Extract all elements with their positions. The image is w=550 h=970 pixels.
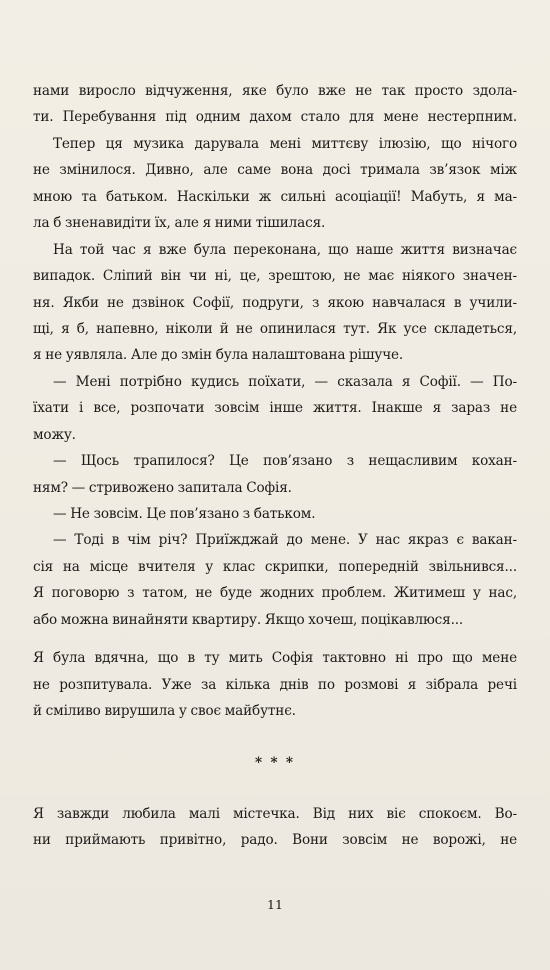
text-line: ни приймають привітно, радо. Вони зовсім не ворожі, не xyxy=(33,831,517,848)
page-number: 11 xyxy=(267,897,283,912)
text-line: Я була вдячна, що в ту мить Софія тактовно ні про що мене xyxy=(33,650,517,667)
text-line: ня. Якби не дзвінок Софії, подруги, з якою навчалася в учили- xyxy=(33,294,517,311)
text-line: ла б зненавидіти їх, але я ними тішилася. xyxy=(33,215,326,232)
text-line: — Щось трапилося? Це пов’язано з нещасливим кохан- xyxy=(53,453,517,470)
text-line: можу. xyxy=(33,426,76,443)
text-line: не розпитувала. Уже за кілька днів по розмові я зібрала речі xyxy=(33,676,517,693)
text-line: не змінилося. Дивно, але саме вона досі тримала зв’язок між xyxy=(33,162,517,179)
text-line: — Не зовсім. Це пов’язано з батьком. xyxy=(53,506,316,522)
text-line: На той час я вже була переконана, що наше життя визначає xyxy=(53,241,517,258)
text-line: їхати і все, розпочати зовсім інше життя. Інакше я зараз не xyxy=(33,400,517,417)
body-text xyxy=(33,78,517,853)
section-separator: * * * xyxy=(255,754,295,771)
text-line: — Мені потрібно кудись поїхати, — сказала я Софії. — По- xyxy=(53,373,517,390)
text-line: Я завжди любила малі містечка. Від них віє спокоєм. Во- xyxy=(33,805,517,822)
text-line: Я поговорю з татом, не буде жодних проблем. Житимеш у нас, xyxy=(33,585,517,602)
text-line: ти. Перебування під одним дахом стало для мене нестерпним. xyxy=(33,109,517,126)
text-line: — Тоді в чім річ? Приїжджай до мене. У нас якраз є вакан- xyxy=(53,532,517,549)
text-line: мною та батьком. Наскільки ж сильні асоціації! Мабуть, я ма- xyxy=(33,188,517,205)
text-line: й сміливо вирушила у своє майбутнє. xyxy=(33,703,296,720)
text-line: Тепер ця музика дарувала мені миттєву ілюзію, що нічого xyxy=(53,135,517,152)
text-line: ням? — стривожено запитала Софія. xyxy=(33,479,292,496)
text-line: сія на місце вчителя у клас скрипки, попередній звільнився... xyxy=(33,558,517,575)
text-line: випадок. Сліпий він чи ні, це, зрештою, не має ніякого значен- xyxy=(33,268,517,285)
text-line: нами виросло відчуження, яке було вже не так просто здола- xyxy=(33,83,517,99)
text-line: або можна винайняти квартиру. Якщо хочеш, поцікавлюся... xyxy=(33,611,464,628)
text-line: я не уявляла. Але до змін була налаштована рішуче. xyxy=(33,347,404,364)
text-line: щі, я б, напевно, ніколи й не опинилася тут. Як усе складеться, xyxy=(33,320,517,337)
